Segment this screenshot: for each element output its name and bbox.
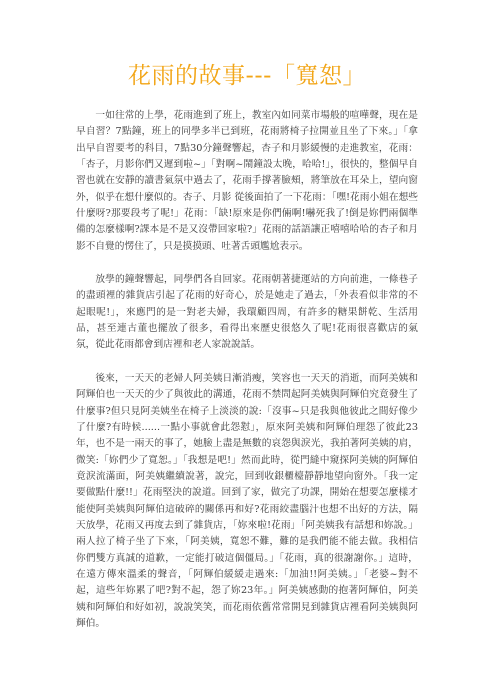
document-title: 花雨的故事---「寬恕」 [128,63,366,89]
story-body [76,108,418,649]
story-paragraph-3: 後來，一天天的老婦人阿美姨日漸消瘦，笑容也一天天的消逝，而阿美姨和阿輝伯也一天天的少了與彼此的溝通，花雨不禁問起阿美姨與阿輝伯究竟發生了什麼事?但只見阿美姨坐在椅子上淡淡的說:「沒事~只是我與他彼此之間好像少了什麼?有時候......一點小事就會此怨懟」，原來阿美姨和阿輝伯理怨了彼此23年，也不是一兩天的事了，她臉上盡是無數的哀怨與淚光，我拍著阿美姨的肩，微笑:「妳們少了寬恕。」「我想是吧!」然而此時，從門縫中窺探阿美姨的阿輝伯竟淚流滿面，阿美姨繼續說著，說完，回到收銀櫃檯靜靜地望向窗外。「我一定要做點什麼!!」花雨堅決的說道。回到了家，做完了功課，開始在想要怎麼樣才能使阿美姨與阿輝伯這破碎的關係再和好?花雨絞盡腦汁也想不出好的方法，隔天放學，花雨又再度去到了雜貨店，「妳來啦!花雨」「阿美姨我有話想和妳說。」兩人拉了椅子坐了下來，「阿美姨，寬恕不難，難的是我們能不能去做。我相信你們雙方真誠的道歉，一定能打破這個僵局。」「花雨，真的很謝謝你。」這時，在遠方傳來溫柔的聲音，「阿輝伯緩緩走過來:「加油!!阿美姨。」「老婆~對不起，這些年妳累了吧?對不起，怨了妳23年。」阿美姨感動的抱著阿輝伯，阿美姨和阿輝伯和好如初，說說笑笑，而花雨依舊常常開見到雜貨店裡看阿美姨與阿輝伯。 [76,372,418,629]
story-paragraph-1: 一如往常的上學，花雨進到了班上，教室內如同菜市場般的喧嘩聲，現在是早自習？7點鐘，班上的同學多半已到班，花雨將椅子拉開並且坐了下來。」「拿出早自習要考的科目，7點30分鐘聲響起，杏子和月影緩慢的走進教室，花雨：「杏子，月影你們又遲到啦~」「對啊~鬧鐘設太晚，哈哈!」，很快的，整個早自習也就在安靜的讀書氣氛中過去了，花雨手撐著臉頰，將筆放在耳朵上，望向窗外，似乎在想什麼似的。杏子、月影 從後面拍了一下花雨：「嘿!花雨小姐在想些什麼呀?那要段考了呢!」花雨：「缺!原來是你們倆啊!嚇死我了!倒是妳們兩個準備的怎麼樣啊?課本是不是又沒帶回家啦?」花雨的話語讓正嘻嘻哈哈的杏子和月影不自覺的愣住了，只是摸摸頭、吐著舌頭尷尬表示。 [76,110,418,252]
story-paragraph-2: 放學的鐘聲響起，同學們各自回家。花雨朝著捷運站的方向前進，一條巷子的盡頭裡的雜貨店引起了花雨的好奇心，於是她走了過去，「外表看似非常的不起眼呢!」，來應門的是一對老夫婦，我環顧四周，有許多的糖果餅乾、生活用品，甚至連古董也擺放了很多，看得出來歷史很悠久了呢!花雨很喜歡店的氣氛，從此花雨都會到店裡和老人家說說話。 [76,274,418,351]
